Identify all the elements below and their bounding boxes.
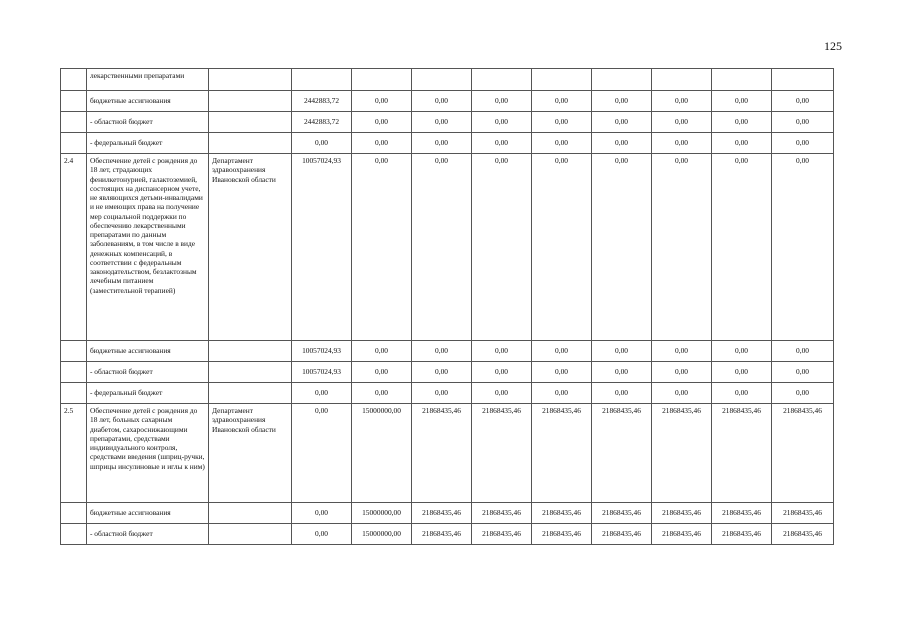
row-number-cell bbox=[61, 524, 87, 545]
value-cell: 10057024,93 bbox=[292, 362, 352, 383]
page-number: 125 bbox=[824, 39, 842, 53]
table-row bbox=[61, 362, 834, 383]
row-number-cell bbox=[61, 341, 87, 362]
value-cell: 0,00 bbox=[412, 91, 472, 112]
value-cell: 15000000,00 bbox=[352, 524, 412, 545]
value-cell: 0,00 bbox=[292, 503, 352, 524]
value-cell: 0,00 bbox=[772, 383, 834, 404]
row-name-cell: Обеспечение детей с рождения до 18 лет, больных сахарным диабетом, сахароснижающими препаратами, средствами индивидуального контроля, средствами введения (шприц-ручки, шприцы инсулиновые и иглы к ним) bbox=[87, 404, 209, 503]
value-cell: 10057024,93 bbox=[292, 154, 352, 341]
value-cell: 0,00 bbox=[472, 133, 532, 154]
row-number-cell bbox=[61, 383, 87, 404]
value-cell: 21868435,46 bbox=[592, 404, 652, 503]
value-cell: 0,00 bbox=[592, 362, 652, 383]
row-number-cell bbox=[61, 503, 87, 524]
value-cell: 0,00 bbox=[652, 341, 712, 362]
value-cell: 0,00 bbox=[352, 112, 412, 133]
row-number-cell bbox=[61, 69, 87, 91]
value-cell: 0,00 bbox=[592, 154, 652, 341]
row-department-cell bbox=[209, 69, 292, 91]
value-cell: 0,00 bbox=[592, 341, 652, 362]
value-cell: 2442883,72 bbox=[292, 91, 352, 112]
table-row bbox=[61, 69, 834, 91]
row-department-cell bbox=[209, 133, 292, 154]
table-row bbox=[61, 404, 834, 503]
row-name-cell: - областной бюджет bbox=[87, 362, 209, 383]
row-name-cell: - областной бюджет bbox=[87, 112, 209, 133]
value-cell: 0,00 bbox=[292, 383, 352, 404]
value-cell: 2442883,72 bbox=[292, 112, 352, 133]
table-row bbox=[61, 383, 834, 404]
value-cell: 0,00 bbox=[592, 133, 652, 154]
value-cell: 0,00 bbox=[532, 362, 592, 383]
table-row bbox=[61, 154, 834, 341]
value-cell: 0,00 bbox=[652, 133, 712, 154]
value-cell: 21868435,46 bbox=[472, 404, 532, 503]
value-cell: 0,00 bbox=[352, 362, 412, 383]
value-cell: 0,00 bbox=[772, 362, 834, 383]
value-cell: 21868435,46 bbox=[532, 503, 592, 524]
value-cell: 0,00 bbox=[532, 383, 592, 404]
value-cell: 21868435,46 bbox=[412, 524, 472, 545]
value-cell: 0,00 bbox=[712, 154, 772, 341]
row-department-cell bbox=[209, 362, 292, 383]
value-cell: 10057024,93 bbox=[292, 341, 352, 362]
value-cell: 0,00 bbox=[712, 133, 772, 154]
row-number-cell bbox=[61, 112, 87, 133]
value-cell: 0,00 bbox=[772, 133, 834, 154]
value-cell: 0,00 bbox=[712, 341, 772, 362]
value-cell: 21868435,46 bbox=[712, 524, 772, 545]
value-cell: 21868435,46 bbox=[772, 404, 834, 503]
value-cell: 21868435,46 bbox=[772, 524, 834, 545]
value-cell: 21868435,46 bbox=[712, 503, 772, 524]
value-cell: 0,00 bbox=[412, 362, 472, 383]
value-cell: 0,00 bbox=[292, 404, 352, 503]
value-cell bbox=[292, 69, 352, 91]
row-number-cell bbox=[61, 362, 87, 383]
value-cell: 21868435,46 bbox=[532, 524, 592, 545]
value-cell: 0,00 bbox=[532, 112, 592, 133]
value-cell: 0,00 bbox=[472, 383, 532, 404]
table-row bbox=[61, 133, 834, 154]
value-cell: 0,00 bbox=[652, 91, 712, 112]
value-cell: 0,00 bbox=[352, 91, 412, 112]
value-cell: 0,00 bbox=[592, 91, 652, 112]
value-cell bbox=[712, 69, 772, 91]
value-cell: 0,00 bbox=[712, 112, 772, 133]
value-cell: 15000000,00 bbox=[352, 404, 412, 503]
value-cell bbox=[352, 69, 412, 91]
value-cell: 0,00 bbox=[292, 524, 352, 545]
row-department-cell bbox=[209, 112, 292, 133]
value-cell: 21868435,46 bbox=[772, 503, 834, 524]
value-cell: 0,00 bbox=[772, 341, 834, 362]
table-row bbox=[61, 91, 834, 112]
row-name-cell: - федеральный бюджет bbox=[87, 133, 209, 154]
value-cell: 0,00 bbox=[292, 133, 352, 154]
value-cell: 21868435,46 bbox=[472, 503, 532, 524]
value-cell: 0,00 bbox=[352, 133, 412, 154]
row-name-cell: бюджетные ассигнования bbox=[87, 503, 209, 524]
table-row bbox=[61, 503, 834, 524]
row-name-cell: Обеспечение детей с рождения до 18 лет, страдающих фенилкетонурией, галактоземией, состоящих на диспансерном учете, не являющихся детьми-инвалидами и не имеющих права на получение мер социальной поддержки по обеспечению лекарственными препаратами по данным заболеваниям, в том числе в виде денежных компенсаций, в соответствии с федеральным законодательством, безлактозным лечебным питанием (заместительной терапией) bbox=[87, 154, 209, 341]
value-cell: 0,00 bbox=[412, 154, 472, 341]
row-name-cell: - областной бюджет bbox=[87, 524, 209, 545]
value-cell: 0,00 bbox=[772, 154, 834, 341]
value-cell: 0,00 bbox=[652, 154, 712, 341]
value-cell: 0,00 bbox=[472, 341, 532, 362]
row-department-cell bbox=[209, 524, 292, 545]
value-cell bbox=[772, 69, 834, 91]
value-cell: 0,00 bbox=[592, 112, 652, 133]
value-cell: 0,00 bbox=[472, 362, 532, 383]
value-cell bbox=[472, 69, 532, 91]
value-cell: 0,00 bbox=[352, 383, 412, 404]
value-cell: 0,00 bbox=[652, 383, 712, 404]
value-cell: 0,00 bbox=[352, 154, 412, 341]
value-cell: 21868435,46 bbox=[652, 524, 712, 545]
value-cell: 0,00 bbox=[652, 112, 712, 133]
value-cell bbox=[652, 69, 712, 91]
value-cell: 0,00 bbox=[412, 112, 472, 133]
row-name-cell: бюджетные ассигнования bbox=[87, 91, 209, 112]
value-cell: 0,00 bbox=[712, 362, 772, 383]
value-cell: 0,00 bbox=[532, 154, 592, 341]
row-number-cell bbox=[61, 91, 87, 112]
value-cell: 21868435,46 bbox=[412, 404, 472, 503]
value-cell: 0,00 bbox=[472, 91, 532, 112]
row-department-cell bbox=[209, 91, 292, 112]
row-department-cell: Департамент здравоохранения Ивановской области bbox=[209, 404, 292, 503]
value-cell bbox=[412, 69, 472, 91]
row-number-cell: 2.5 bbox=[61, 404, 87, 503]
value-cell: 0,00 bbox=[532, 133, 592, 154]
value-cell: 0,00 bbox=[592, 383, 652, 404]
value-cell: 0,00 bbox=[532, 91, 592, 112]
value-cell bbox=[532, 69, 592, 91]
value-cell: 0,00 bbox=[472, 112, 532, 133]
value-cell: 21868435,46 bbox=[472, 524, 532, 545]
value-cell: 21868435,46 bbox=[592, 503, 652, 524]
value-cell: 0,00 bbox=[532, 341, 592, 362]
row-name-cell: - федеральный бюджет bbox=[87, 383, 209, 404]
value-cell: 21868435,46 bbox=[652, 404, 712, 503]
value-cell: 21868435,46 bbox=[532, 404, 592, 503]
row-department-cell bbox=[209, 341, 292, 362]
value-cell: 0,00 bbox=[412, 341, 472, 362]
value-cell: 0,00 bbox=[712, 91, 772, 112]
value-cell: 21868435,46 bbox=[652, 503, 712, 524]
value-cell: 0,00 bbox=[472, 154, 532, 341]
value-cell: 0,00 bbox=[712, 383, 772, 404]
value-cell: 0,00 bbox=[772, 112, 834, 133]
value-cell: 21868435,46 bbox=[592, 524, 652, 545]
table-body bbox=[61, 69, 834, 545]
table-row bbox=[61, 524, 834, 545]
table-row bbox=[61, 341, 834, 362]
budget-table bbox=[60, 68, 834, 545]
row-department-cell bbox=[209, 503, 292, 524]
row-number-cell bbox=[61, 133, 87, 154]
value-cell: 0,00 bbox=[412, 133, 472, 154]
value-cell: 0,00 bbox=[352, 341, 412, 362]
table-row bbox=[61, 112, 834, 133]
value-cell: 0,00 bbox=[652, 362, 712, 383]
row-name-cell: лекарственными препаратами bbox=[87, 69, 209, 91]
value-cell: 21868435,46 bbox=[712, 404, 772, 503]
value-cell bbox=[592, 69, 652, 91]
value-cell: 0,00 bbox=[772, 91, 834, 112]
value-cell: 15000000,00 bbox=[352, 503, 412, 524]
row-name-cell: бюджетные ассигнования bbox=[87, 341, 209, 362]
row-number-cell: 2.4 bbox=[61, 154, 87, 341]
row-department-cell bbox=[209, 383, 292, 404]
value-cell: 0,00 bbox=[412, 383, 472, 404]
value-cell: 21868435,46 bbox=[412, 503, 472, 524]
row-department-cell: Департамент здравоохранения Ивановской области bbox=[209, 154, 292, 341]
